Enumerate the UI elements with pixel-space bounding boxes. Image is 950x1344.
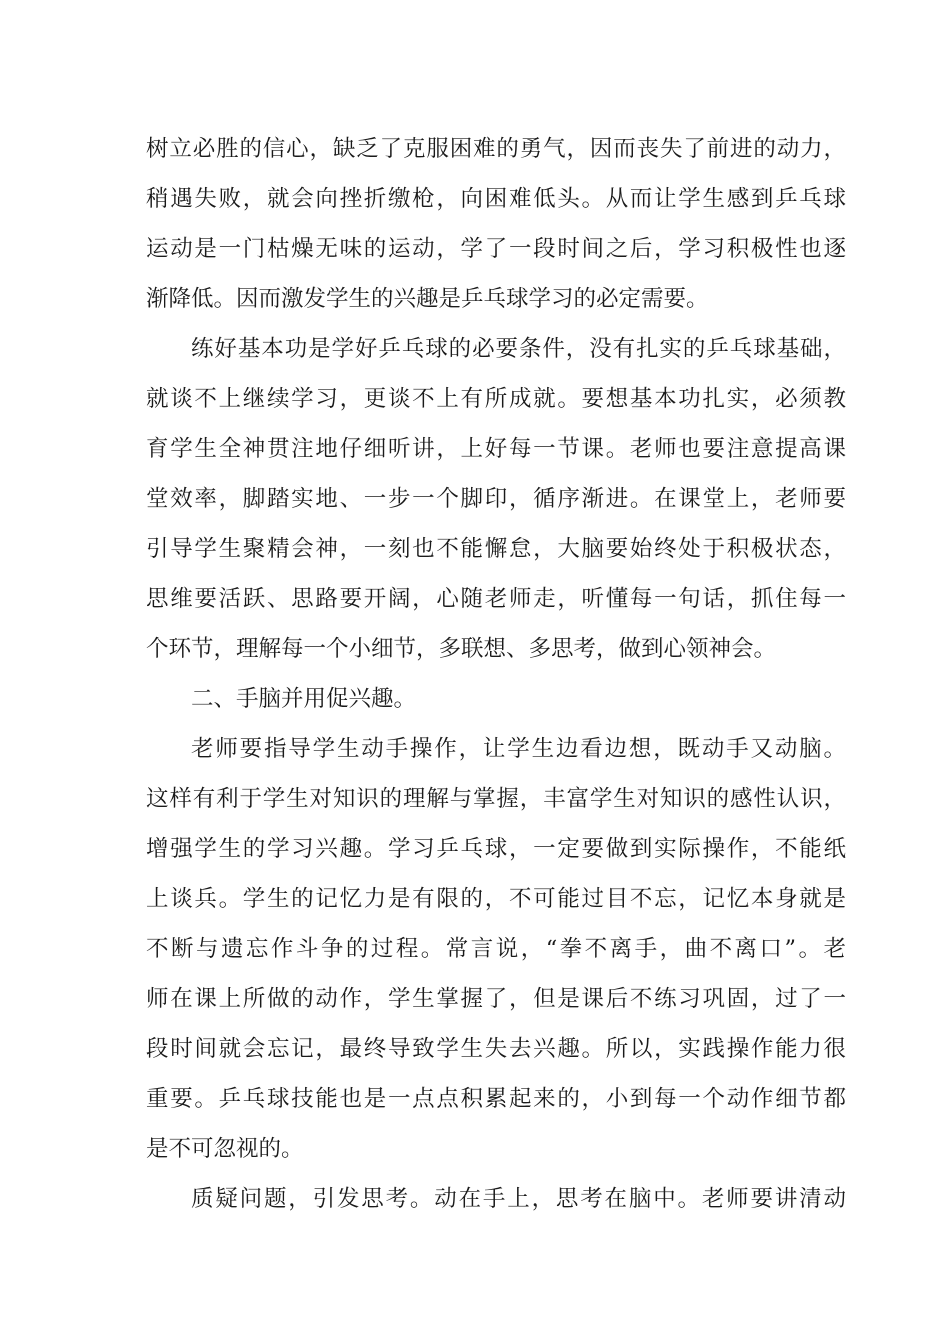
text-line: 练好基本功是学好乒乓球的必要条件，没有扎实的乒乓球基础， (191, 336, 846, 362)
body-text (146, 124, 846, 1224)
text-line: 育学生全神贯注地仔细听讲，上好每一节课。老师也要注意提高课 (146, 436, 846, 462)
text-line: 就谈不上继续学习，更谈不上有所成就。要想基本功扎实，必须教 (146, 386, 846, 412)
text-line: 不断与遗忘作斗争的过程。常言说，“拳不离手，曲不离口”。老 (146, 936, 846, 962)
text-line: 堂效率，脚踏实地、一步一个脚印，循序渐进。在课堂上，老师要 (146, 486, 846, 512)
text-line: 渐降低。因而激发学生的兴趣是乒乓球学习的必定需要。 (146, 286, 709, 312)
text-line: 师在课上所做的动作，学生掌握了，但是课后不练习巩固，过了一 (146, 986, 846, 1012)
text-line: 上谈兵。学生的记忆力是有限的，不可能过目不忘，记忆本身就是 (146, 886, 846, 912)
text-line: 运动是一门枯燥无味的运动，学了一段时间之后，学习积极性也逐 (146, 236, 846, 262)
text-line: 段时间就会忘记，最终导致学生失去兴趣。所以，实践操作能力很 (146, 1036, 846, 1062)
text-line: 思维要活跃、思路要开阔，心随老师走，听懂每一句话，抓住每一 (146, 586, 846, 612)
text-line: 二、手脑并用促兴趣。 (191, 686, 417, 712)
text-line: 个环节，理解每一个小细节，多联想、多思考，做到心领神会。 (146, 636, 777, 662)
text-line: 增强学生的学习兴趣。学习乒乓球，一定要做到实际操作，不能纸 (146, 836, 846, 862)
text-line: 老师要指导学生动手操作，让学生边看边想，既动手又动脑。 (191, 736, 846, 762)
text-line: 稍遇失败，就会向挫折缴枪，向困难低头。从而让学生感到乒乓球 (146, 186, 846, 212)
text-line: 重要。乒乓球技能也是一点点积累起来的，小到每一个动作细节都 (146, 1086, 846, 1112)
text-line: 这样有利于学生对知识的理解与掌握，丰富学生对知识的感性认识， (146, 786, 846, 812)
text-line: 引导学生聚精会神，一刻也不能懈怠，大脑要始终处于积极状态， (146, 536, 846, 562)
text-line: 质疑问题，引发思考。动在手上，思考在脑中。老师要讲清动 (191, 1186, 846, 1212)
text-line: 树立必胜的信心，缺乏了克服困难的勇气，因而丧失了前进的动力， (146, 136, 846, 162)
text-line: 是不可忽视的。 (146, 1136, 304, 1162)
